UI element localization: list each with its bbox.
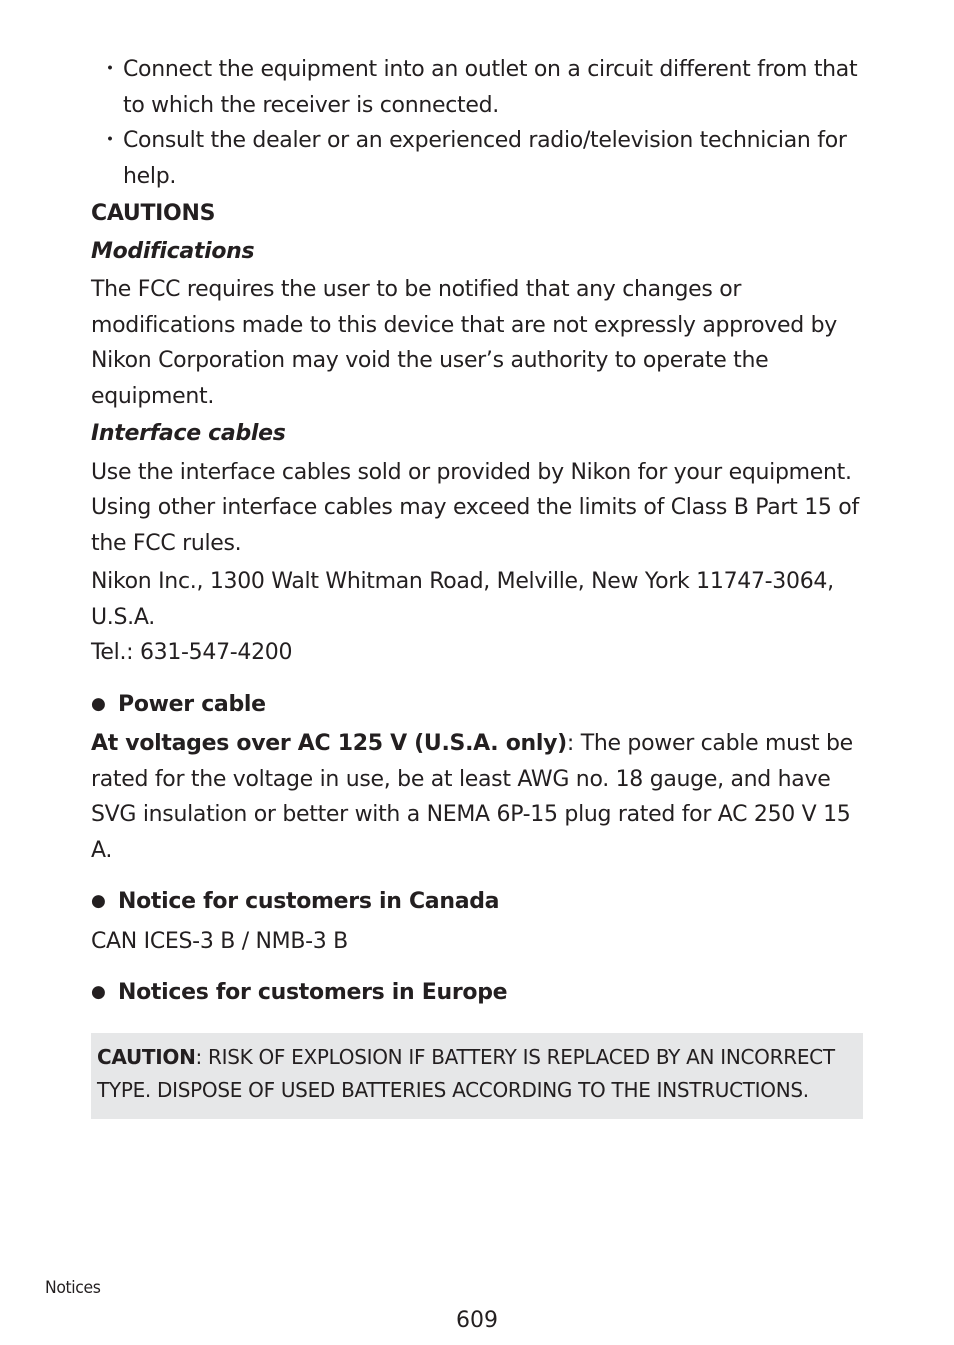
list-item-text: Consult the dealer or an experienced radio/television technician for help. xyxy=(123,128,847,189)
canada-notice-text: CAN ICES-3 B / NMB-3 B xyxy=(91,928,348,954)
power-cable-text xyxy=(91,726,863,868)
caution-label: CAUTION xyxy=(97,1044,196,1069)
bullet-dot: ・ xyxy=(99,128,121,153)
bullet-dot: ・ xyxy=(99,57,121,82)
list-item xyxy=(91,52,863,123)
page-number: 609 xyxy=(456,1308,498,1333)
page-body xyxy=(91,52,863,1119)
section-heading-text: Power cable xyxy=(118,691,266,717)
section-bullet: ● xyxy=(91,982,106,1002)
list-item xyxy=(91,123,863,194)
interface-cables-heading: Interface cables xyxy=(91,421,286,446)
list-item-text: Connect the equipment into an outlet on a circuit different from that to which the receiver is connected. xyxy=(123,57,858,118)
cautions-heading: CAUTIONS xyxy=(91,201,216,226)
interface-cables-text: Use the interface cables sold or provided by Nikon for your equipment. Using other interface cables may exceed the limits of Class B Part 15 of the FCC rules. xyxy=(91,459,859,556)
footer-section-label: Notices xyxy=(45,1278,101,1298)
section-heading-text: Notice for customers in Canada xyxy=(118,889,500,914)
section-bullet: ● xyxy=(91,891,106,911)
modifications-heading: Modifications xyxy=(91,238,255,264)
battery-caution-box xyxy=(91,1033,863,1119)
modifications-text: The FCC requires the user to be notified that any changes or modifications made to this device that are not expressly approved by Nikon Corporation may void the user’s authority to operate the equipment. xyxy=(91,277,837,409)
caution-text: : RISK OF EXPLOSION IF BATTERY IS REPLACED BY AN INCORRECT TYPE. DISPOSE OF USED BATTERIES ACCORDING TO THE INSTRUCTIONS. xyxy=(97,1044,835,1102)
section-heading-text: Notices for customers in Europe xyxy=(118,980,508,1005)
power-cable-heading xyxy=(91,687,863,723)
nikon-telephone: Tel.: 631-547-4200 xyxy=(91,640,293,665)
canada-notice-heading xyxy=(91,884,863,920)
power-cable-lead: At voltages over AC 125 V (U.S.A. only) xyxy=(91,731,567,756)
europe-notice-heading xyxy=(91,975,863,1011)
fcc-suggestions-list xyxy=(91,52,863,194)
section-bullet: ● xyxy=(91,693,106,714)
nikon-address: Nikon Inc., 1300 Walt Whitman Road, Melville, New York 11747-3064, U.S.A. xyxy=(91,569,834,630)
power-cable-body: : The power cable must be rated for the voltage in use, be at least AWG no. 18 gauge, and have SVG insulation or better with a NEMA 6P-15 plug rated for AC 250 V 15 A. xyxy=(91,731,853,863)
